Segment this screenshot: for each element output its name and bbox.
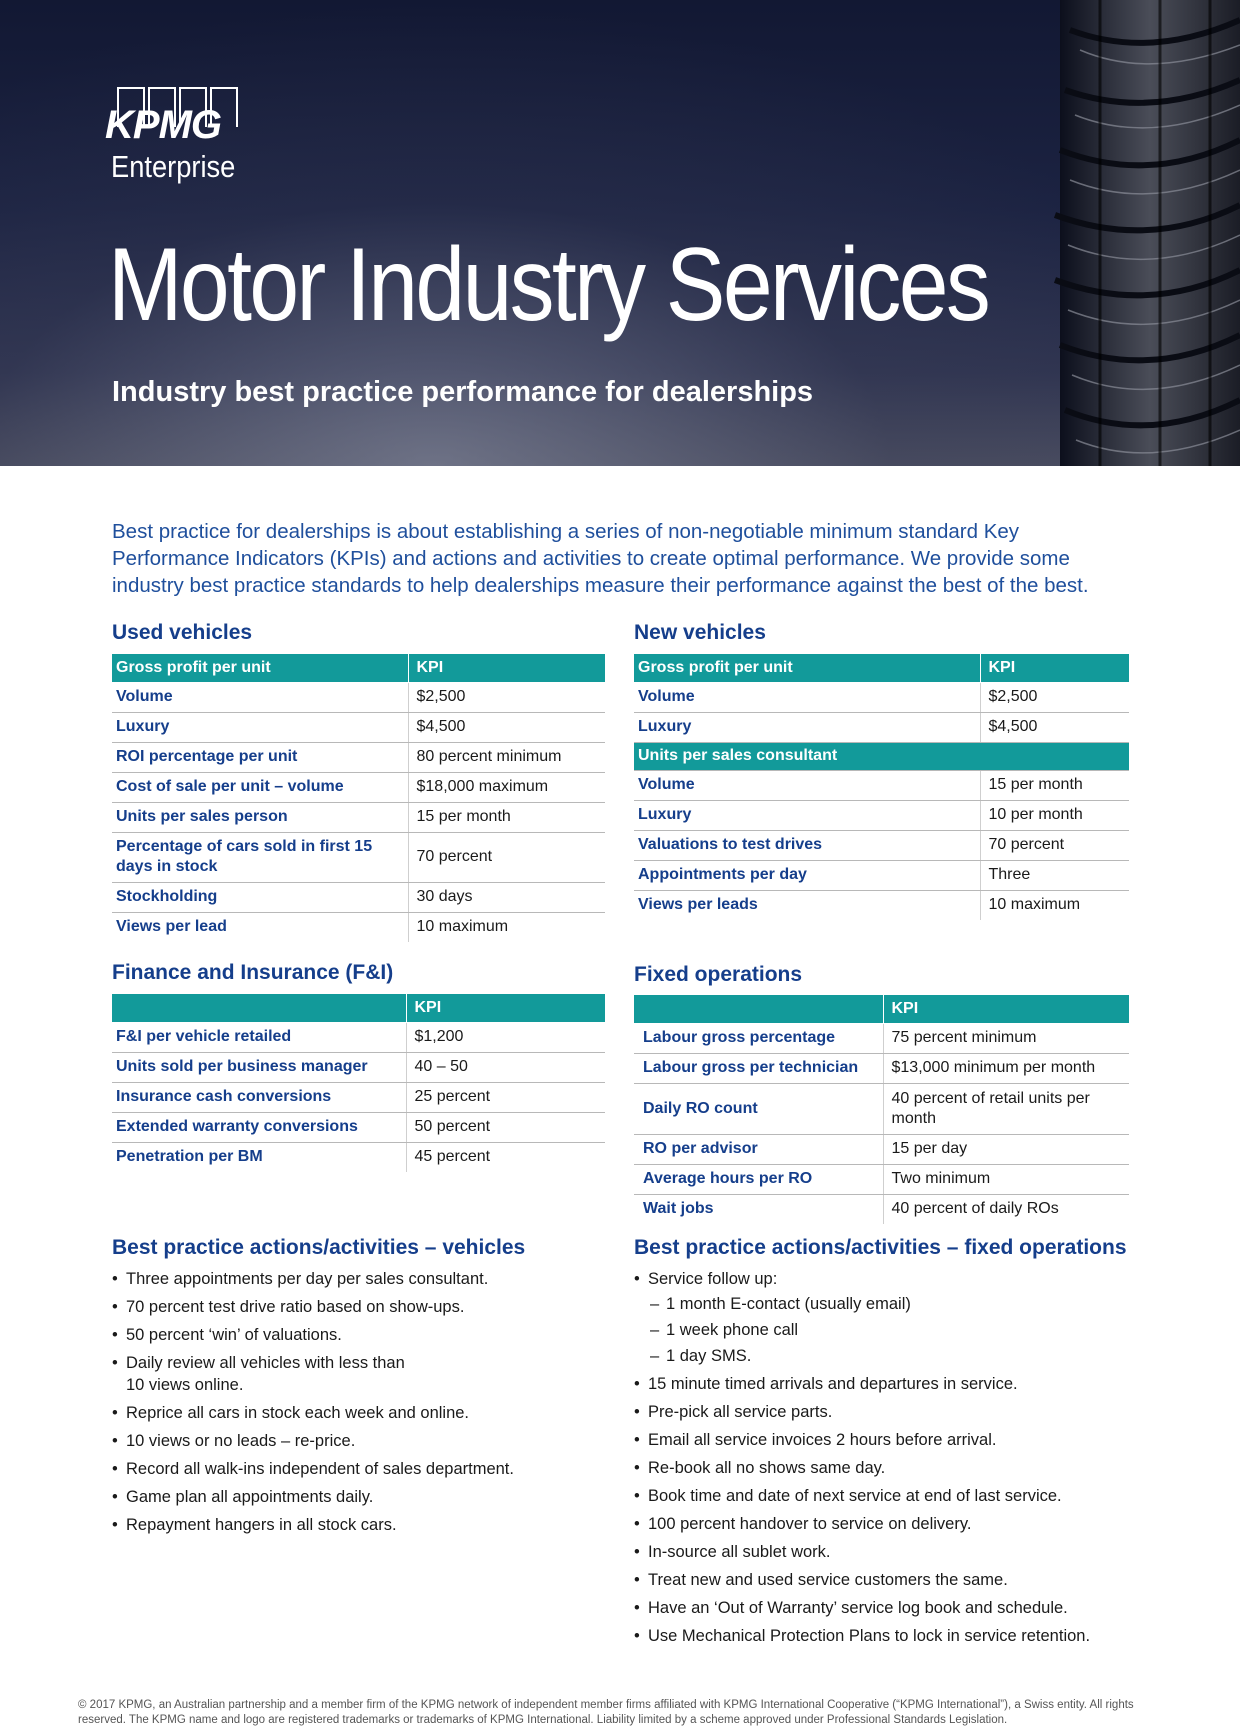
sub-list-item: – 1 day SMS. bbox=[634, 1345, 1154, 1367]
row-label: F&I per vehicle retailed bbox=[112, 1022, 406, 1052]
list-item: • 15 minute timed arrivals and departures in service. bbox=[634, 1373, 1154, 1395]
header-cell: KPI bbox=[406, 994, 605, 1022]
row-label: Cost of sale per unit – volume bbox=[112, 772, 408, 802]
intro-paragraph: Best practice for dealerships is about establishing a series of non-negotiable minimum standard Key Performance Indicators (KPIs) and actions and activities to create optimal performance. We provide some industry best practice standards to help dealerships measure their performance against the best of the best. bbox=[112, 520, 1089, 597]
row-label: Insurance cash conversions bbox=[112, 1082, 406, 1112]
table-header-row bbox=[112, 994, 605, 1022]
header-cell: KPI bbox=[980, 654, 1129, 682]
table-header-row bbox=[634, 995, 1129, 1023]
list-item: • Reprice all cars in stock each week and online. bbox=[112, 1402, 572, 1424]
row-label: Labour gross percentage bbox=[634, 1023, 883, 1053]
list-item: • Treat new and used service customers the same. bbox=[634, 1569, 1154, 1591]
row-label: Average hours per RO bbox=[634, 1164, 883, 1194]
table-row bbox=[634, 800, 1129, 830]
table-row bbox=[634, 1083, 1129, 1134]
legal-footer: © 2017 KPMG, an Australian partnership and a member firm of the KPMG network of independent member firms affiliated with KPMG International Cooperative (“KPMG International”), a Swiss entity. All rights reserved. The KPMG name and logo are registered trademarks or trademarks of KPMG International. Liability limited by a scheme approved under Professional Standards Legislation. bbox=[78, 1699, 1134, 1726]
list-item: • Repayment hangers in all stock cars. bbox=[112, 1514, 572, 1536]
bp-fixed-list bbox=[634, 1268, 1154, 1653]
header-cell: Gross profit per unit bbox=[634, 654, 980, 682]
list-item: • 100 percent handover to service on delivery. bbox=[634, 1513, 1154, 1535]
table-row bbox=[634, 1134, 1129, 1164]
row-label: Luxury bbox=[634, 800, 980, 830]
finance-insurance-table bbox=[112, 994, 605, 1172]
table-row bbox=[112, 1052, 605, 1082]
table-row bbox=[112, 882, 605, 912]
row-value: $4,500 bbox=[980, 712, 1129, 742]
list-item: • Three appointments per day per sales consultant. bbox=[112, 1268, 572, 1290]
table-row bbox=[634, 1053, 1129, 1083]
row-label: Wait jobs bbox=[643, 1200, 714, 1218]
row-value: 50 percent bbox=[406, 1112, 605, 1142]
list-item: • Pre-pick all service parts. bbox=[634, 1401, 1154, 1423]
row-value: 40 percent of daily ROs bbox=[883, 1194, 1129, 1224]
row-value: 15 per month bbox=[408, 802, 605, 832]
table-row bbox=[112, 802, 605, 832]
row-value: $13,000 minimum per month bbox=[883, 1053, 1129, 1083]
list-item: • Record all walk-ins independent of sales department. bbox=[112, 1458, 572, 1480]
bp-vehicles-heading: Best practice actions/activities – vehicles bbox=[112, 1236, 526, 1259]
table-row bbox=[112, 912, 605, 942]
table-row bbox=[634, 830, 1129, 860]
page-subtitle: Industry best practice performance for dealerships bbox=[112, 376, 814, 408]
row-label: Daily RO count bbox=[634, 1083, 883, 1134]
row-label: Views per lead bbox=[116, 918, 227, 936]
row-label: RO per advisor bbox=[634, 1134, 883, 1164]
row-label: Labour gross per technician bbox=[634, 1053, 883, 1083]
row-value: $2,500 bbox=[980, 682, 1129, 712]
list-item: • 10 views or no leads – re-price. bbox=[112, 1430, 572, 1452]
table-row bbox=[634, 712, 1129, 742]
table-row bbox=[634, 770, 1129, 800]
row-value: Three bbox=[980, 860, 1129, 890]
table-row bbox=[634, 682, 1129, 712]
table-row bbox=[112, 1142, 605, 1172]
row-label: Percentage of cars sold in first 15 days in stock bbox=[112, 832, 408, 882]
row-value: $18,000 maximum bbox=[408, 772, 605, 802]
subheader-cell: Units per sales consultant bbox=[634, 742, 1129, 770]
table-header-row bbox=[634, 654, 1129, 682]
list-item: • 70 percent test drive ratio based on show-ups. bbox=[112, 1296, 572, 1318]
sub-list-item: – 1 week phone call bbox=[634, 1319, 1154, 1341]
fixed-operations-table bbox=[634, 995, 1129, 1224]
row-value: 40 – 50 bbox=[406, 1052, 605, 1082]
row-label: Penetration per BM bbox=[116, 1148, 263, 1166]
row-value: 30 days bbox=[408, 882, 605, 912]
table-row bbox=[112, 832, 605, 882]
row-label: Volume bbox=[634, 770, 980, 800]
row-label: Luxury bbox=[112, 712, 408, 742]
row-label: Valuations to test drives bbox=[634, 830, 980, 860]
list-item: • Re-book all no shows same day. bbox=[634, 1457, 1154, 1479]
row-value: $4,500 bbox=[408, 712, 605, 742]
sub-list-item: – 1 month E-contact (usually email) bbox=[634, 1293, 1154, 1315]
list-item: • Game plan all appointments daily. bbox=[112, 1486, 572, 1508]
table-row bbox=[112, 682, 605, 712]
row-label: ROI percentage per unit bbox=[112, 742, 408, 772]
row-label: Luxury bbox=[634, 712, 980, 742]
list-item: • Use Mechanical Protection Plans to lock in service retention. bbox=[634, 1625, 1154, 1647]
header-cell: Gross profit per unit bbox=[112, 654, 408, 682]
list-item: • Daily review all vehicles with less than 10 views online. bbox=[112, 1352, 426, 1396]
table-row bbox=[112, 1112, 605, 1142]
used-vehicles-table bbox=[112, 654, 605, 942]
row-value: 10 per month bbox=[980, 800, 1129, 830]
header-cell bbox=[634, 995, 883, 1023]
row-label: Views per leads bbox=[638, 896, 758, 914]
table-row bbox=[112, 1022, 605, 1052]
list-item: • Email all service invoices 2 hours before arrival. bbox=[634, 1429, 1154, 1451]
header-cell: KPI bbox=[408, 654, 605, 682]
header-cell: KPI bbox=[883, 995, 1129, 1023]
bp-vehicles-list bbox=[112, 1268, 572, 1542]
table-row bbox=[112, 772, 605, 802]
table-row bbox=[634, 1194, 1129, 1224]
row-value: 10 maximum bbox=[408, 912, 605, 942]
header-cell bbox=[112, 994, 406, 1022]
table-subheader-row bbox=[634, 742, 1129, 770]
fixed-operations-heading: Fixed operations bbox=[634, 963, 803, 986]
table-row bbox=[634, 890, 1129, 920]
row-value: 80 percent minimum bbox=[408, 742, 605, 772]
list-item: • 50 percent ‘win’ of valuations. bbox=[112, 1324, 572, 1346]
table-row bbox=[112, 1082, 605, 1112]
page-title: Motor Industry Services bbox=[108, 227, 989, 343]
row-label: Stockholding bbox=[112, 882, 408, 912]
used-vehicles-heading: Used vehicles bbox=[112, 621, 253, 644]
list-item: • Service follow up: bbox=[634, 1268, 1154, 1290]
finance-insurance-heading: Finance and Insurance (F&I) bbox=[112, 961, 394, 984]
row-value: 70 percent bbox=[980, 830, 1129, 860]
new-vehicles-table bbox=[634, 654, 1129, 920]
row-value: $2,500 bbox=[408, 682, 605, 712]
list-item: • Book time and date of next service at end of last service. bbox=[634, 1485, 1154, 1507]
hero-banner bbox=[0, 0, 1240, 466]
row-label: Appointments per day bbox=[634, 860, 980, 890]
row-label: Volume bbox=[112, 682, 408, 712]
table-header-row bbox=[112, 654, 605, 682]
table-row bbox=[112, 742, 605, 772]
table-row bbox=[634, 860, 1129, 890]
tyre-stack-image bbox=[1040, 0, 1240, 466]
row-label: Units sold per business manager bbox=[112, 1052, 406, 1082]
row-value: $1,200 bbox=[406, 1022, 605, 1052]
row-value: 75 percent minimum bbox=[883, 1023, 1129, 1053]
table-row bbox=[112, 712, 605, 742]
row-label: Volume bbox=[634, 682, 980, 712]
list-item: • In-source all sublet work. bbox=[634, 1541, 1154, 1563]
row-value: 45 percent bbox=[406, 1142, 605, 1172]
row-value: 40 percent of retail units per month bbox=[883, 1083, 1129, 1134]
row-value: 25 percent bbox=[406, 1082, 605, 1112]
row-value: Two minimum bbox=[883, 1164, 1129, 1194]
kpmg-logo bbox=[105, 87, 245, 187]
row-value: 15 per month bbox=[980, 770, 1129, 800]
table-row bbox=[634, 1023, 1129, 1053]
row-value: 15 per day bbox=[883, 1134, 1129, 1164]
row-value: 10 maximum bbox=[980, 890, 1129, 920]
bp-fixed-heading: Best practice actions/activities – fixed operations bbox=[634, 1236, 1127, 1259]
row-label: Units per sales person bbox=[112, 802, 408, 832]
row-label: Extended warranty conversions bbox=[112, 1112, 406, 1142]
list-item: • Have an ‘Out of Warranty’ service log book and schedule. bbox=[634, 1597, 1154, 1619]
new-vehicles-heading: New vehicles bbox=[634, 621, 766, 644]
logo-subtitle: Enterprise bbox=[111, 149, 236, 184]
table-row bbox=[634, 1164, 1129, 1194]
logo-wordmark: KPMG bbox=[105, 103, 221, 147]
row-value: 70 percent bbox=[408, 832, 605, 882]
